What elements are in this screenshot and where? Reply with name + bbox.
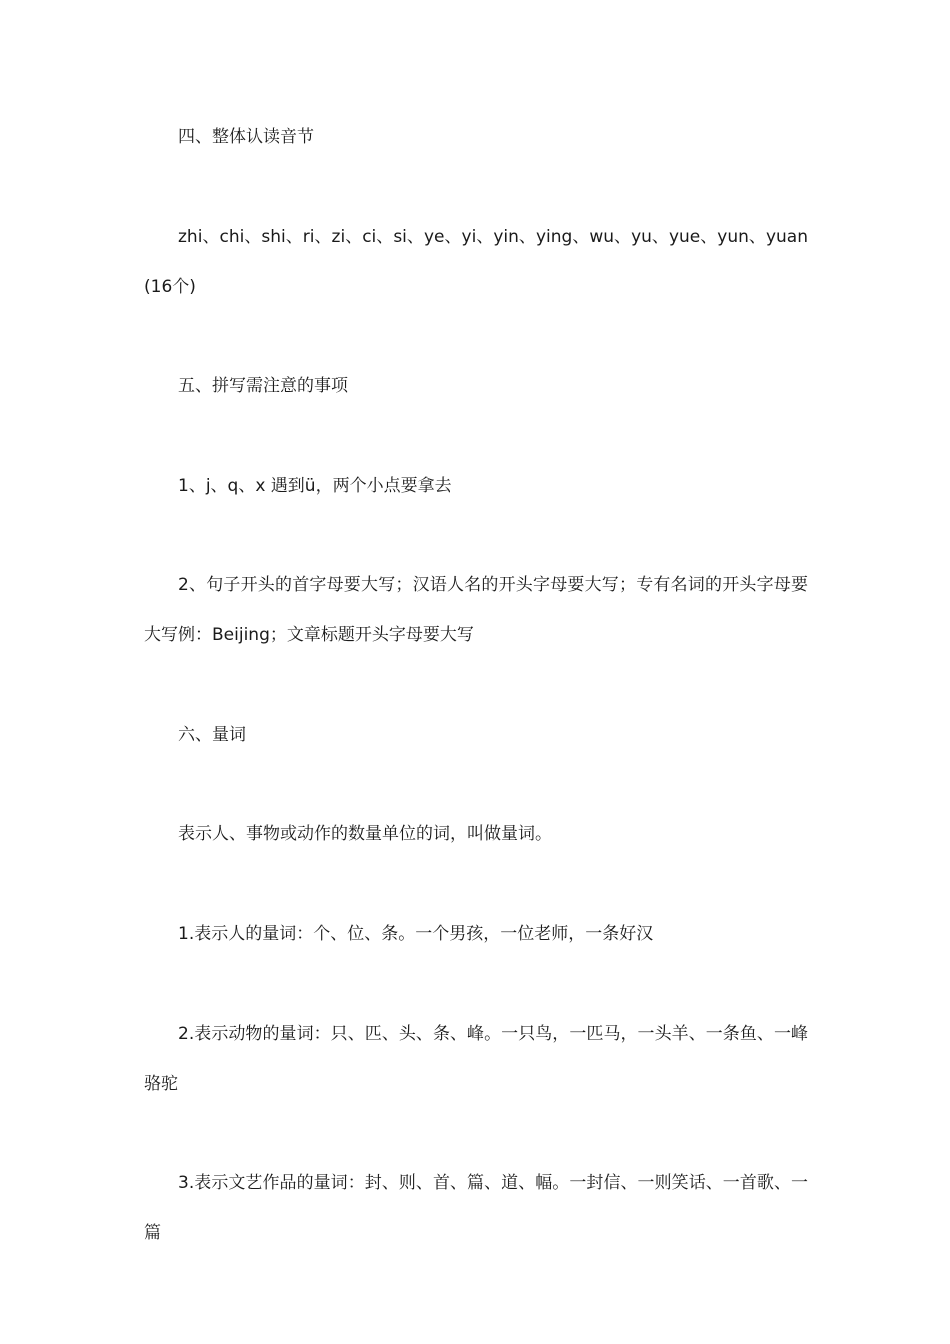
- measure-words-artworks: 3.表示文艺作品的量词：封、则、首、篇、道、幅。一封信、一则笑话、一首歌、一篇: [144, 1173, 808, 1243]
- spelling-note-1: 1、j、q、x 遇到ü，两个小点要拿去: [178, 476, 452, 496]
- measure-words-definition: 表示人、事物或动作的数量单位的词，叫做量词。: [178, 824, 552, 844]
- spelling-note-2: 2、句子开头的首字母要大写；汉语人名的开头字母要大写；专有名词的开头字母要大写例：Beijing；文章标题开头字母要大写: [144, 575, 808, 645]
- syllable-list-paragraph: zhi、chi、shi、ri、zi、ci、si、ye、yi、yin、ying、wu、yu、yue、yun、yuan(16个): [144, 227, 808, 297]
- heading-measure-words: 六、量词: [178, 725, 246, 745]
- heading-whole-syllables: 四、整体认读音节: [178, 127, 314, 147]
- measure-words-animals: 2.表示动物的量词：只、匹、头、条、峰。一只鸟，一匹马，一头羊、一条鱼、一峰骆驼: [144, 1024, 808, 1094]
- heading-spelling-notes: 五、拼写需注意的事项: [178, 376, 348, 396]
- measure-words-people: 1.表示人的量词：个、位、条。一个男孩，一位老师，一条好汉: [178, 924, 654, 944]
